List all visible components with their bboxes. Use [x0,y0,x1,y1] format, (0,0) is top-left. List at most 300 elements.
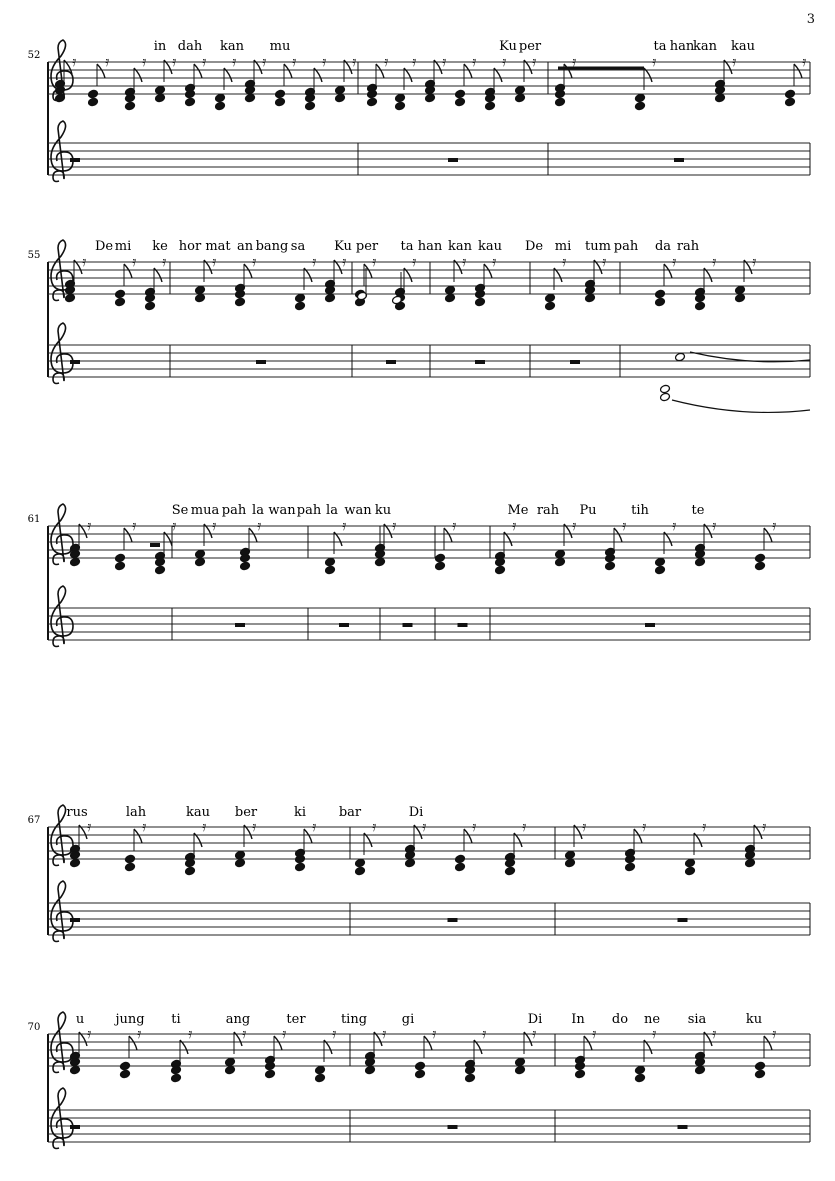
lyric-syllable: ang [225,1012,251,1027]
note-head [295,301,306,311]
sixteenth-rest-icon: 𝄿 [72,54,77,70]
sixteenth-rest-icon: 𝄿 [322,54,327,70]
half-rest-icon [150,543,160,547]
note-head [155,565,166,575]
note-head [755,553,766,563]
lyric-syllable: per [355,239,379,254]
sixteenth-rest-icon: 𝄿 [242,1026,247,1042]
sixteenth-rest-icon: 𝄿 [142,54,147,70]
sixteenth-rest-icon: 𝄿 [132,254,137,270]
lyric-syllable: per [518,39,542,54]
note-head [485,101,496,111]
note-head [455,89,466,99]
note-head [545,301,556,311]
measure-number: 70 [27,1022,41,1033]
note-head [695,301,706,311]
note-flag [364,264,372,278]
note-flag [444,528,452,542]
sixteenth-rest-icon: 𝄿 [642,819,647,835]
note-head [305,101,316,111]
sixteenth-rest-icon: 𝄿 [652,1026,657,1042]
sixteenth-rest-icon: 𝄿 [672,518,677,534]
lyric-syllable: mi [554,239,572,254]
note-head [515,85,526,95]
sixteenth-rest-icon: 𝄿 [702,819,707,835]
note-head [655,557,666,567]
lyric-syllable: Pu [579,503,597,518]
sixteenth-rest-icon: 𝄿 [572,54,577,70]
lyric-syllable: De [94,239,114,254]
note-head [435,561,446,571]
note-head [185,866,196,876]
note-head [120,1069,131,1079]
sixteenth-rest-icon: 𝄿 [384,54,389,70]
lyric-syllable: rah [676,239,700,254]
sixteenth-rest-icon: 𝄿 [762,819,767,835]
sixteenth-rest-icon: 𝄿 [312,254,317,270]
lyric-syllable: wan [344,503,372,518]
note-head [295,862,306,872]
lyric-syllable: te [691,503,705,518]
tie [672,400,810,412]
note-head [240,561,251,571]
lyric-syllable: rah [536,503,560,518]
note-head [695,1065,706,1075]
lyric-syllable: In [571,1012,585,1027]
note-flag [124,528,132,542]
note-flag [304,829,312,843]
whole-rest-icon [458,623,468,627]
lyric-syllable: pah [613,239,639,254]
note-flag [764,1036,772,1050]
sixteenth-rest-icon: 𝄿 [522,819,527,835]
note-flag [564,64,572,78]
note-head [565,850,576,860]
note-head [755,1069,766,1079]
whole-rest-icon [386,360,396,364]
whole-rest-icon [448,158,458,162]
lyric-syllable: u [75,1012,85,1027]
lyric-syllable: mu [269,39,291,54]
sixteenth-rest-icon: 𝄿 [502,54,507,70]
whole-rest-icon [403,623,413,627]
lyric-syllable: hor [178,239,202,254]
lyric-syllable: dah [177,39,203,54]
sixteenth-rest-icon: 𝄿 [652,54,657,70]
note-head [435,553,446,563]
sixteenth-rest-icon: 𝄿 [105,54,110,70]
note-flag [134,829,142,843]
note-flag [274,1036,282,1050]
measure-number: 61 [27,514,41,525]
note-flag [664,264,672,278]
lyric-syllable: gi [401,1012,415,1027]
lyric-syllable: do [611,1012,629,1027]
lyric-syllable: Se [171,503,189,518]
note-flag [249,528,257,542]
note-head [515,1057,526,1067]
sixteenth-rest-icon: 𝄿 [142,819,147,835]
note-head [635,101,646,111]
sixteenth-rest-icon: 𝄿 [382,1026,387,1042]
note-head [585,293,596,303]
sixteenth-rest-icon: 𝄿 [532,54,537,70]
sixteenth-rest-icon: 𝄿 [212,518,217,534]
sixteenth-rest-icon: 𝄿 [282,1026,287,1042]
note-head [235,858,246,868]
note-head [755,561,766,571]
sixteenth-rest-icon: 𝄿 [372,819,377,835]
note-head [465,1073,476,1083]
lyric-syllable: mua [190,503,220,518]
note-flag [376,64,384,78]
note-head [315,1065,326,1075]
note-head [655,289,666,299]
whole-rest-icon [448,918,458,922]
note-head [555,97,566,107]
sixteenth-rest-icon: 𝄿 [372,254,377,270]
sixteenth-rest-icon: 𝄿 [392,518,397,534]
sixteenth-rest-icon: 𝄿 [472,819,477,835]
sixteenth-rest-icon: 𝄿 [352,54,357,70]
note-head [115,561,126,571]
sixteenth-rest-icon: 𝄿 [572,518,577,534]
lyric-syllable: kau [730,39,756,54]
measure-number: 55 [27,250,41,261]
sixteenth-rest-icon: 𝄿 [172,54,177,70]
sixteenth-rest-icon: 𝄿 [712,1026,717,1042]
sixteenth-rest-icon: 𝄿 [332,1026,337,1042]
note-head [635,1073,646,1083]
lyric-syllable: han [669,39,695,54]
whole-rest-icon [678,1125,688,1129]
note-head [685,858,696,868]
lyric-syllable: Di [408,805,424,820]
note-flag [614,528,622,542]
note-head [215,93,226,103]
note-head [445,285,456,295]
lyric-syllable: lah [125,805,147,820]
note-head [65,293,76,303]
sixteenth-rest-icon: 𝄿 [188,1026,193,1042]
note-head [120,1061,131,1071]
note-head [145,301,156,311]
sixteenth-rest-icon: 𝄿 [562,254,567,270]
sixteenth-rest-icon: 𝄿 [472,54,477,70]
sixteenth-rest-icon: 𝄿 [252,819,257,835]
note-head [425,93,436,103]
note-head [70,1065,81,1075]
lyric-syllable: rus [66,805,88,820]
sixteenth-rest-icon: 𝄿 [482,1026,487,1042]
note-head [195,549,206,559]
note-flag [284,64,292,78]
note-flag [484,264,492,278]
sixteenth-rest-icon: 𝄿 [462,254,467,270]
note-head [475,297,486,307]
note-head [455,854,466,864]
lyric-syllable: ki [293,805,307,820]
sixteenth-rest-icon: 𝄿 [342,254,347,270]
note-head [155,85,166,95]
note-head [88,89,99,99]
note-head [505,866,516,876]
sixteenth-rest-icon: 𝄿 [252,254,257,270]
sixteenth-rest-icon: 𝄿 [292,54,297,70]
note-head [735,293,746,303]
lyric-syllable: tum [585,239,611,254]
lyric-syllable: pah [296,503,322,518]
whole-rest-icon [70,918,80,922]
note-head [125,862,136,872]
sixteenth-rest-icon: 𝄿 [772,518,777,534]
note-head [355,866,366,876]
note-head [335,85,346,95]
lyric-syllable: ku [374,503,392,518]
note-head [735,285,746,295]
note-head [235,850,246,860]
page-number: 3 [806,12,815,27]
sixteenth-rest-icon: 𝄿 [132,518,137,534]
sixteenth-rest-icon: 𝄿 [492,254,497,270]
note-head [455,862,466,872]
note-head [565,858,576,868]
measure-number: 52 [27,50,41,61]
sixteenth-rest-icon: 𝄿 [672,254,677,270]
lyric-syllable: tih [631,503,649,518]
note-flag [764,528,772,542]
note-head [195,557,206,567]
lyric-syllable: la [326,503,338,518]
sixteenth-rest-icon: 𝄿 [257,518,262,534]
note-head [335,93,346,103]
note-flag [634,829,642,843]
note-head [785,97,796,107]
lyric-syllable: kau [185,805,211,820]
measure-number: 67 [27,815,41,826]
note-head [515,1065,526,1075]
lyric-syllable: ter [286,1012,306,1027]
sixteenth-rest-icon: 𝄿 [412,54,417,70]
sixteenth-rest-icon: 𝄿 [232,54,237,70]
sixteenth-rest-icon: 𝄿 [202,819,207,835]
sixteenth-rest-icon: 𝄿 [712,254,717,270]
note-head [265,1069,276,1079]
note-flag [194,64,202,78]
note-head [755,1061,766,1071]
note-head [70,557,81,567]
whole-rest-icon [475,360,485,364]
note-head [685,866,696,876]
note-head [355,858,366,868]
note-head [295,293,306,303]
note-head [315,1073,326,1083]
note-head [515,93,526,103]
note-head [555,557,566,567]
sixteenth-rest-icon: 𝄿 [622,518,627,534]
sixteenth-rest-icon: 𝄿 [87,1026,92,1042]
note-head [545,293,556,303]
note-head [235,297,246,307]
lyric-syllable: Me [507,503,529,518]
note-head [575,1069,586,1079]
whole-note-head [660,392,671,402]
note-head [225,1057,236,1067]
lyric-syllable: mat [205,239,231,254]
whole-rest-icon [570,360,580,364]
note-flag [124,264,132,278]
note-head [325,557,336,567]
sixteenth-rest-icon: 𝄿 [87,819,92,835]
whole-rest-icon [235,623,245,627]
note-flag [794,64,802,78]
note-head [605,561,616,571]
note-flag [424,1036,432,1050]
sixteenth-rest-icon: 𝄿 [262,54,267,70]
note-head [655,297,666,307]
lyric-syllable: Di [527,1012,543,1027]
note-head [245,93,256,103]
lyric-syllable: Ku [334,239,352,254]
sixteenth-rest-icon: 𝄿 [712,518,717,534]
note-flag [464,64,472,78]
sixteenth-rest-icon: 𝄿 [172,518,177,534]
sixteenth-rest-icon: 𝄿 [592,1026,597,1042]
sixteenth-rest-icon: 𝄿 [432,1026,437,1042]
lyric-syllable: wan [268,503,296,518]
lyric-syllable: in [153,39,167,54]
note-flag [129,1036,137,1050]
note-head [115,297,126,307]
whole-rest-icon [678,918,688,922]
lyric-syllable: kan [219,39,245,54]
lyric-syllable: la [252,503,264,518]
whole-rest-icon [70,360,80,364]
note-head [395,93,406,103]
lyric-syllable: kan [692,39,718,54]
whole-note-head [660,384,671,394]
note-head [70,858,81,868]
note-head [115,553,126,563]
note-head [405,858,416,868]
whole-rest-icon [339,623,349,627]
sixteenth-rest-icon: 𝄿 [412,254,417,270]
lyric-syllable: De [524,239,544,254]
note-flag [464,829,472,843]
note-head [715,93,726,103]
note-head [445,293,456,303]
note-head [415,1061,426,1071]
note-head [375,557,386,567]
note-head [215,101,226,111]
lyric-syllable: ta [400,239,414,254]
lyric-syllable: ne [643,1012,661,1027]
lyric-syllable: ta [653,39,667,54]
note-head [171,1073,182,1083]
sixteenth-rest-icon: 𝄿 [752,254,757,270]
whole-rest-icon [70,158,80,162]
note-head [655,565,666,575]
sixteenth-rest-icon: 𝄿 [732,54,737,70]
note-head [88,97,99,107]
note-head [125,854,136,864]
sixteenth-rest-icon: 𝄿 [442,54,447,70]
sixteenth-rest-icon: 𝄿 [602,254,607,270]
lyric-syllable: ke [152,239,168,254]
note-flag [97,64,105,78]
note-head [395,101,406,111]
lyric-syllable: ber [234,805,258,820]
sixteenth-rest-icon: 𝄿 [342,518,347,534]
note-head [195,293,206,303]
sixteenth-rest-icon: 𝄿 [137,1026,142,1042]
lyric-syllable: sa [290,239,306,254]
note-head [365,1065,376,1075]
lyric-syllable: sia [687,1012,707,1027]
note-head [325,565,336,575]
note-head [695,557,706,567]
sixteenth-rest-icon: 𝄿 [772,1026,777,1042]
sixteenth-rest-icon: 𝄿 [422,819,427,835]
whole-rest-icon [70,1125,80,1129]
lyric-syllable: bar [338,805,362,820]
sixteenth-rest-icon: 𝄿 [312,819,317,835]
whole-rest-icon [448,1125,458,1129]
sixteenth-rest-icon: 𝄿 [582,819,587,835]
whole-note-head [675,352,686,362]
note-head [455,97,466,107]
note-head [415,1069,426,1079]
note-flag [244,264,252,278]
note-head [785,89,796,99]
sixteenth-rest-icon: 𝄿 [452,518,457,534]
sixteenth-rest-icon: 𝄿 [802,54,807,70]
note-head [185,97,196,107]
sixteenth-rest-icon: 𝄿 [512,518,517,534]
sixteenth-rest-icon: 𝄿 [87,518,92,534]
lyric-syllable: ting [340,1012,368,1027]
lyric-syllable: jung [115,1012,145,1027]
note-flag [584,1036,592,1050]
lyric-syllable: da [654,239,672,254]
note-head [155,93,166,103]
note-head [495,565,506,575]
note-head [635,93,646,103]
note-head [225,1065,236,1075]
note-head [555,549,566,559]
lyric-syllable: ku [745,1012,763,1027]
sixteenth-rest-icon: 𝄿 [82,254,87,270]
note-head [195,285,206,295]
note-head [115,289,126,299]
sixteenth-rest-icon: 𝄿 [532,1026,537,1042]
whole-rest-icon [256,360,266,364]
note-head [745,858,756,868]
sixteenth-rest-icon: 𝄿 [202,54,207,70]
sixteenth-rest-icon: 𝄿 [162,254,167,270]
lyric-syllable: kan [447,239,473,254]
lyric-syllable: pah [221,503,247,518]
whole-rest-icon [674,158,684,162]
whole-rest-icon [645,623,655,627]
lyric-syllable: Ku [499,39,517,54]
sixteenth-rest-icon: 𝄿 [212,254,217,270]
note-head [325,293,336,303]
note-head [275,89,286,99]
note-head [125,101,136,111]
lyric-syllable: kau [477,239,503,254]
note-head [275,97,286,107]
